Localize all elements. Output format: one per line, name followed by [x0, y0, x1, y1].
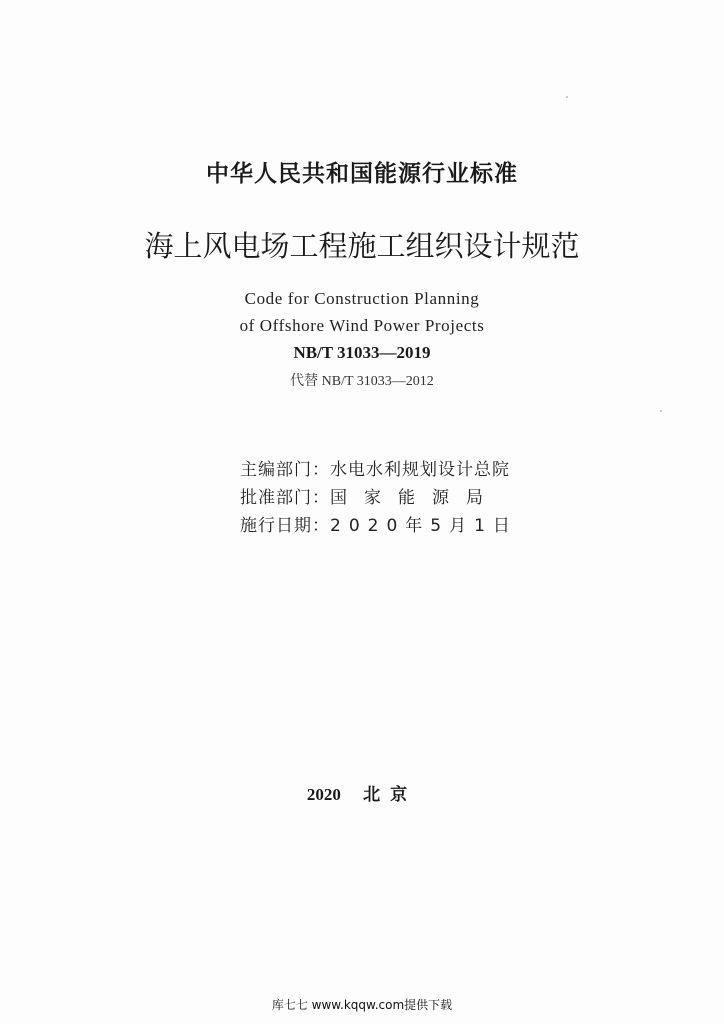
- approver-value: 国家能源局: [330, 488, 500, 508]
- publication-line: [0, 780, 724, 805]
- scan-speck: [660, 410, 662, 412]
- effective-date-label: 施行日期：: [240, 516, 330, 536]
- download-footer: 库七七 www.kqqw.com提供下载: [271, 998, 453, 1012]
- issuing-info: [240, 456, 540, 540]
- title-english-line1: Code for Construction Planning: [244, 289, 480, 308]
- editor-value: 水电水利规划设计总院: [330, 460, 510, 480]
- approver-label: 批准部门：: [240, 488, 330, 508]
- standard-code: NB/T 31033—2019: [293, 343, 431, 362]
- scan-speck: [566, 96, 568, 98]
- editor-label: 主编部门：: [240, 460, 330, 480]
- replaces-standard: 代替 NB/T 31033—2012: [290, 374, 434, 389]
- effective-date-row: [240, 512, 540, 540]
- approver-row: [240, 484, 540, 512]
- title-chinese: 海上风电场工程施工组织设计规范: [144, 229, 580, 263]
- publication-year: 2020: [306, 785, 341, 804]
- title-english-line2: of Offshore Wind Power Projects: [239, 316, 485, 335]
- publication-city: 北京: [363, 785, 418, 805]
- effective-date-value: 2020年5月1日: [330, 516, 518, 536]
- editor-row: [240, 456, 540, 484]
- standard-category: 中华人民共和国能源行业标准: [206, 161, 518, 187]
